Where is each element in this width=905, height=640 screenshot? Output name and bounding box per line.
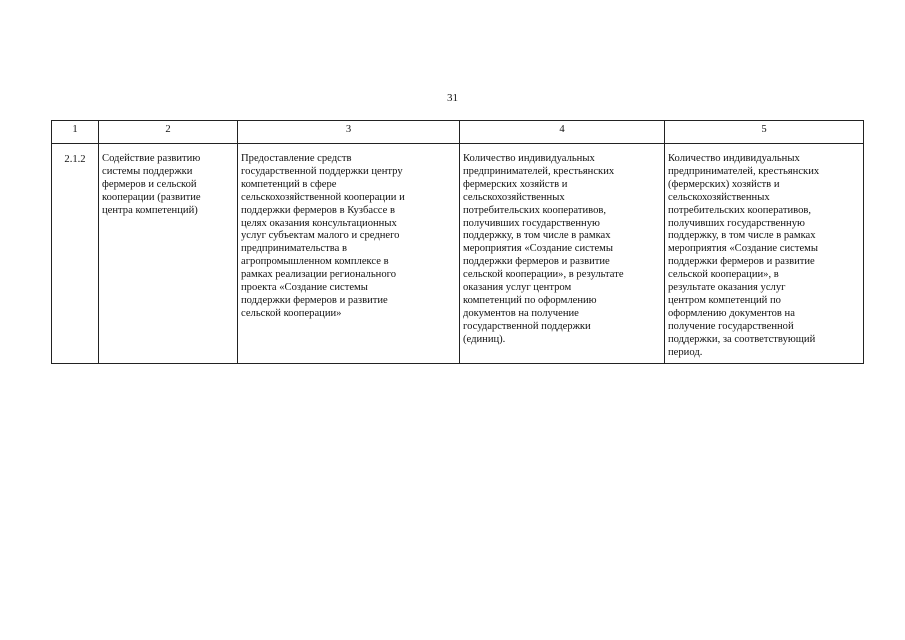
column-header-5: 5 (665, 121, 864, 144)
indicator-text: Количество индивидуальных предпринимателей, крестьянских фермерских хозяйств и сельскохозяйственных потребительских кооперативов, получивших государственную поддержку, в том числе в рамках мероприятия «Создание системы поддержки фермеров и развитие сельской кооперации», в результате оказания услуг центром компетенций по оформлению документов на получение государственной поддержки (единиц). (463, 153, 624, 345)
column-header-2: 2 (99, 121, 238, 144)
table-row (52, 144, 864, 364)
activity-cell (238, 144, 460, 364)
program-table (51, 120, 864, 364)
indicator-cell (460, 144, 665, 364)
row-number-cell: 2.1.2 (52, 144, 99, 364)
page-number: 31 (447, 92, 458, 104)
column-header-4: 4 (460, 121, 665, 144)
activity-text: Предоставление средств государственной поддержки центру компетенций в сфере сельскохозяйственной кооперации и поддержки фермеров в Кузбассе в целях оказания консультационных услуг субъектам малого и среднего предпринимательства в агропромышленном комплексе в рамках реализации регионального проекта «Создание системы поддержки фермеров и развитие сельской кооперации» (241, 153, 405, 319)
column-header-1: 1 (52, 121, 99, 144)
column-header-3: 3 (238, 121, 460, 144)
measure-cell (99, 144, 238, 364)
measure-text: Содействие развитию системы поддержки фермеров и сельской кооперации (развитие центра компетенций) (102, 153, 201, 216)
result-cell (665, 144, 864, 364)
result-text: Количество индивидуальных предпринимателей, крестьянских (фермерских) хозяйств и сельскохозяйственных потребительских кооперативов, получивших государственную поддержку, в том числе в рамках мероприятия «Создание системы поддержки фермеров и развитие сельской кооперации», в результате оказания услуг центром компетенций по оформлению документов на получение государственной поддержки, за соответствующий период. (668, 153, 820, 358)
table-header-row (52, 121, 864, 144)
